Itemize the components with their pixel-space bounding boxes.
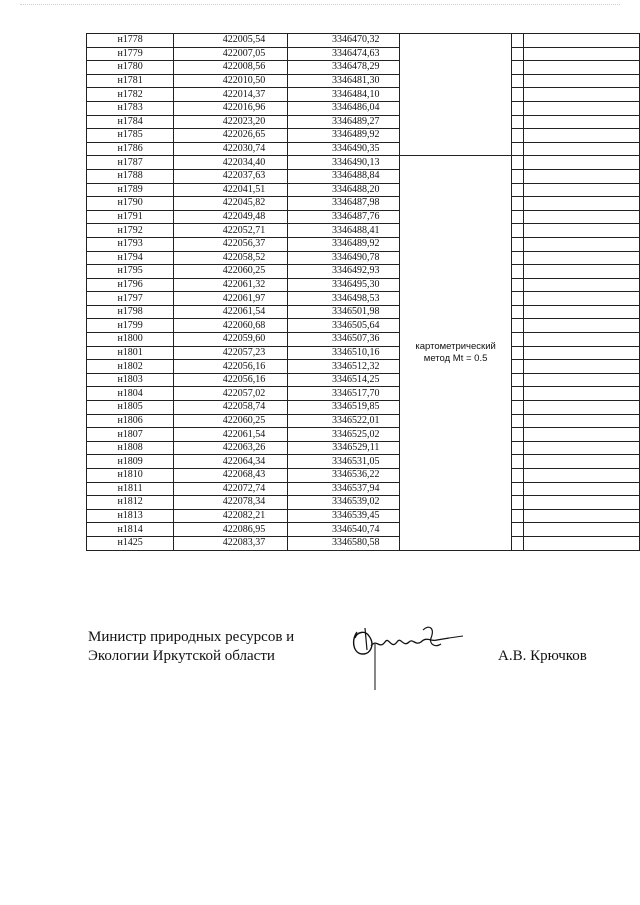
point-name-cell: н1813 — [87, 509, 174, 523]
y-coordinate-cell: 3346487,76 — [288, 210, 400, 224]
x-coordinate-cell: 422057,02 — [174, 387, 288, 401]
point-name-cell: н1783 — [87, 101, 174, 115]
y-coordinate-cell: 3346540,74 — [288, 523, 400, 537]
empty-cell — [524, 278, 640, 292]
y-coordinate-cell: 3346474,63 — [288, 47, 400, 61]
x-coordinate-cell: 422058,74 — [174, 401, 288, 415]
table-row — [87, 441, 640, 455]
method-cell-empty — [400, 34, 511, 156]
table-row — [87, 129, 640, 143]
x-coordinate-cell: 422082,21 — [174, 509, 288, 523]
y-coordinate-cell: 3346519,85 — [288, 401, 400, 415]
point-name-cell: н1801 — [87, 346, 174, 360]
point-name-cell: н1808 — [87, 441, 174, 455]
empty-cell — [524, 210, 640, 224]
y-coordinate-cell: 3346488,41 — [288, 224, 400, 238]
y-coordinate-cell: 3346490,78 — [288, 251, 400, 265]
point-name-cell: н1803 — [87, 373, 174, 387]
blank-cell — [511, 129, 524, 143]
y-coordinate-cell: 3346489,27 — [288, 115, 400, 129]
empty-cell — [524, 387, 640, 401]
empty-cell — [524, 333, 640, 347]
empty-cell — [524, 536, 640, 550]
blank-cell — [511, 414, 524, 428]
point-name-cell: н1799 — [87, 319, 174, 333]
x-coordinate-cell: 422008,56 — [174, 61, 288, 75]
table-row — [87, 509, 640, 523]
signer-position — [88, 628, 294, 666]
point-name-cell: н1798 — [87, 305, 174, 319]
x-coordinate-cell: 422056,16 — [174, 373, 288, 387]
y-coordinate-cell: 3346501,98 — [288, 305, 400, 319]
blank-cell — [511, 74, 524, 88]
table-row — [87, 237, 640, 251]
x-coordinate-cell: 422061,32 — [174, 278, 288, 292]
blank-cell — [511, 142, 524, 156]
x-coordinate-cell: 422026,65 — [174, 129, 288, 143]
table-row — [87, 169, 640, 183]
coordinates-table-body — [87, 34, 640, 551]
point-name-cell: н1787 — [87, 156, 174, 170]
empty-cell — [524, 509, 640, 523]
x-coordinate-cell: 422086,95 — [174, 523, 288, 537]
y-coordinate-cell: 3346484,10 — [288, 88, 400, 102]
point-name-cell: н1812 — [87, 496, 174, 510]
y-coordinate-cell: 3346580,58 — [288, 536, 400, 550]
blank-cell — [511, 333, 524, 347]
y-coordinate-cell: 3346489,92 — [288, 237, 400, 251]
empty-cell — [524, 428, 640, 442]
blank-cell — [511, 346, 524, 360]
empty-cell — [524, 401, 640, 415]
table-row — [87, 251, 640, 265]
y-coordinate-cell: 3346536,22 — [288, 469, 400, 483]
blank-cell — [511, 387, 524, 401]
x-coordinate-cell: 422078,34 — [174, 496, 288, 510]
y-coordinate-cell: 3346525,02 — [288, 428, 400, 442]
coordinates-table — [86, 33, 640, 551]
point-name-cell: н1804 — [87, 387, 174, 401]
empty-cell — [524, 156, 640, 170]
method-line-2: метод Mt = 0.5 — [423, 352, 488, 364]
empty-cell — [524, 496, 640, 510]
x-coordinate-cell: 422058,52 — [174, 251, 288, 265]
y-coordinate-cell: 3346517,70 — [288, 387, 400, 401]
table-row — [87, 536, 640, 550]
empty-cell — [524, 142, 640, 156]
empty-cell — [524, 346, 640, 360]
x-coordinate-cell: 422023,20 — [174, 115, 288, 129]
y-coordinate-cell: 3346510,16 — [288, 346, 400, 360]
signer-position-line-1: Министр природных ресурсов и — [88, 629, 295, 645]
y-coordinate-cell: 3346489,92 — [288, 129, 400, 143]
table-row — [87, 142, 640, 156]
blank-cell — [511, 169, 524, 183]
empty-cell — [524, 115, 640, 129]
empty-cell — [524, 319, 640, 333]
point-name-cell: н1800 — [87, 333, 174, 347]
empty-cell — [524, 469, 640, 483]
x-coordinate-cell: 422060,25 — [174, 414, 288, 428]
table-row — [87, 401, 640, 415]
y-coordinate-cell: 3346529,11 — [288, 441, 400, 455]
blank-cell — [511, 373, 524, 387]
blank-cell — [511, 441, 524, 455]
y-coordinate-cell: 3346488,20 — [288, 183, 400, 197]
x-coordinate-cell: 422030,74 — [174, 142, 288, 156]
handwritten-signature — [345, 620, 465, 692]
y-coordinate-cell: 3346531,05 — [288, 455, 400, 469]
blank-cell — [511, 482, 524, 496]
table-row — [87, 469, 640, 483]
table-row — [87, 115, 640, 129]
x-coordinate-cell: 422014,37 — [174, 88, 288, 102]
y-coordinate-cell: 3346487,98 — [288, 197, 400, 211]
y-coordinate-cell: 3346495,30 — [288, 278, 400, 292]
point-name-cell: н1425 — [87, 536, 174, 550]
scan-edge-noise — [20, 4, 620, 9]
point-name-cell: н1810 — [87, 469, 174, 483]
table-row — [87, 61, 640, 75]
table-row — [87, 333, 640, 347]
point-name-cell: н1794 — [87, 251, 174, 265]
y-coordinate-cell: 3346522,01 — [288, 414, 400, 428]
point-name-cell: н1802 — [87, 360, 174, 374]
blank-cell — [511, 523, 524, 537]
empty-cell — [524, 237, 640, 251]
point-name-cell: н1778 — [87, 34, 174, 48]
point-name-cell: н1793 — [87, 237, 174, 251]
y-coordinate-cell: 3346505,64 — [288, 319, 400, 333]
table-row — [87, 101, 640, 115]
table-row — [87, 197, 640, 211]
table-row — [87, 278, 640, 292]
y-coordinate-cell: 3346492,93 — [288, 265, 400, 279]
point-name-cell: н1779 — [87, 47, 174, 61]
blank-cell — [511, 360, 524, 374]
empty-cell — [524, 101, 640, 115]
blank-cell — [511, 61, 524, 75]
table-row — [87, 265, 640, 279]
x-coordinate-cell: 422045,82 — [174, 197, 288, 211]
empty-cell — [524, 523, 640, 537]
point-name-cell: н1805 — [87, 401, 174, 415]
x-coordinate-cell: 422052,71 — [174, 224, 288, 238]
blank-cell — [511, 197, 524, 211]
table-row — [87, 455, 640, 469]
x-coordinate-cell: 422037,63 — [174, 169, 288, 183]
signer-name: А.В. Крючков — [498, 648, 587, 664]
signer-position-line-2: Экологии Иркутской области — [88, 648, 275, 664]
empty-cell — [524, 197, 640, 211]
empty-cell — [524, 251, 640, 265]
x-coordinate-cell: 422016,96 — [174, 101, 288, 115]
y-coordinate-cell: 3346478,29 — [288, 61, 400, 75]
blank-cell — [511, 536, 524, 550]
x-coordinate-cell: 422034,40 — [174, 156, 288, 170]
x-coordinate-cell: 422005,54 — [174, 34, 288, 48]
empty-cell — [524, 88, 640, 102]
point-name-cell: н1792 — [87, 224, 174, 238]
empty-cell — [524, 373, 640, 387]
table-row — [87, 319, 640, 333]
table-row — [87, 428, 640, 442]
x-coordinate-cell: 422068,43 — [174, 469, 288, 483]
table-row — [87, 88, 640, 102]
blank-cell — [511, 34, 524, 48]
point-name-cell: н1797 — [87, 292, 174, 306]
table-row — [87, 496, 640, 510]
point-name-cell: н1806 — [87, 414, 174, 428]
empty-cell — [524, 292, 640, 306]
x-coordinate-cell: 422007,05 — [174, 47, 288, 61]
blank-cell — [511, 183, 524, 197]
blank-cell — [511, 496, 524, 510]
table-row — [87, 373, 640, 387]
blank-cell — [511, 305, 524, 319]
table-row — [87, 156, 640, 170]
blank-cell — [511, 319, 524, 333]
point-name-cell: н1786 — [87, 142, 174, 156]
x-coordinate-cell: 422059,60 — [174, 333, 288, 347]
empty-cell — [524, 34, 640, 48]
table-row — [87, 305, 640, 319]
point-name-cell: н1785 — [87, 129, 174, 143]
x-coordinate-cell: 422057,23 — [174, 346, 288, 360]
y-coordinate-cell: 3346490,13 — [288, 156, 400, 170]
y-coordinate-cell: 3346498,53 — [288, 292, 400, 306]
table-row — [87, 482, 640, 496]
blank-cell — [511, 101, 524, 115]
point-name-cell: н1790 — [87, 197, 174, 211]
y-coordinate-cell: 3346539,45 — [288, 509, 400, 523]
point-name-cell: н1811 — [87, 482, 174, 496]
x-coordinate-cell: 422061,97 — [174, 292, 288, 306]
empty-cell — [524, 265, 640, 279]
blank-cell — [511, 455, 524, 469]
x-coordinate-cell: 422064,34 — [174, 455, 288, 469]
x-coordinate-cell: 422060,68 — [174, 319, 288, 333]
blank-cell — [511, 47, 524, 61]
blank-cell — [511, 156, 524, 170]
y-coordinate-cell: 3346514,25 — [288, 373, 400, 387]
x-coordinate-cell: 422061,54 — [174, 428, 288, 442]
table-row — [87, 183, 640, 197]
y-coordinate-cell: 3346470,32 — [288, 34, 400, 48]
x-coordinate-cell: 422083,37 — [174, 536, 288, 550]
empty-cell — [524, 224, 640, 238]
point-name-cell: н1782 — [87, 88, 174, 102]
table-row — [87, 360, 640, 374]
point-name-cell: н1781 — [87, 74, 174, 88]
y-coordinate-cell: 3346539,02 — [288, 496, 400, 510]
blank-cell — [511, 278, 524, 292]
table-row — [87, 387, 640, 401]
blank-cell — [511, 210, 524, 224]
point-name-cell: н1780 — [87, 61, 174, 75]
empty-cell — [524, 360, 640, 374]
blank-cell — [511, 224, 524, 238]
empty-cell — [524, 455, 640, 469]
x-coordinate-cell: 422010,50 — [174, 74, 288, 88]
point-name-cell: н1796 — [87, 278, 174, 292]
x-coordinate-cell: 422056,37 — [174, 237, 288, 251]
table-row — [87, 34, 640, 48]
point-name-cell: н1791 — [87, 210, 174, 224]
empty-cell — [524, 482, 640, 496]
x-coordinate-cell: 422041,51 — [174, 183, 288, 197]
method-cell — [400, 156, 511, 550]
point-name-cell: н1809 — [87, 455, 174, 469]
blank-cell — [511, 401, 524, 415]
empty-cell — [524, 183, 640, 197]
empty-cell — [524, 441, 640, 455]
point-name-cell: н1789 — [87, 183, 174, 197]
y-coordinate-cell: 3346507,36 — [288, 333, 400, 347]
x-coordinate-cell: 422072,74 — [174, 482, 288, 496]
blank-cell — [511, 237, 524, 251]
empty-cell — [524, 129, 640, 143]
point-name-cell: н1788 — [87, 169, 174, 183]
method-line-1: картометрический — [415, 340, 496, 352]
table-row — [87, 224, 640, 238]
empty-cell — [524, 74, 640, 88]
table-row — [87, 523, 640, 537]
y-coordinate-cell: 3346481,30 — [288, 74, 400, 88]
blank-cell — [511, 251, 524, 265]
blank-cell — [511, 469, 524, 483]
blank-cell — [511, 292, 524, 306]
y-coordinate-cell: 3346486,04 — [288, 101, 400, 115]
point-name-cell: н1807 — [87, 428, 174, 442]
empty-cell — [524, 47, 640, 61]
x-coordinate-cell: 422049,48 — [174, 210, 288, 224]
blank-cell — [511, 115, 524, 129]
table-row — [87, 292, 640, 306]
point-name-cell: н1795 — [87, 265, 174, 279]
blank-cell — [511, 428, 524, 442]
x-coordinate-cell: 422063,26 — [174, 441, 288, 455]
empty-cell — [524, 169, 640, 183]
table-row — [87, 210, 640, 224]
point-name-cell: н1784 — [87, 115, 174, 129]
x-coordinate-cell: 422061,54 — [174, 305, 288, 319]
y-coordinate-cell: 3346537,94 — [288, 482, 400, 496]
empty-cell — [524, 414, 640, 428]
y-coordinate-cell: 3346490,35 — [288, 142, 400, 156]
empty-cell — [524, 305, 640, 319]
x-coordinate-cell: 422056,16 — [174, 360, 288, 374]
empty-cell — [524, 61, 640, 75]
table-row — [87, 47, 640, 61]
blank-cell — [511, 509, 524, 523]
table-row — [87, 74, 640, 88]
point-name-cell: н1814 — [87, 523, 174, 537]
y-coordinate-cell: 3346488,84 — [288, 169, 400, 183]
x-coordinate-cell: 422060,25 — [174, 265, 288, 279]
table-row — [87, 414, 640, 428]
table-row — [87, 346, 640, 360]
blank-cell — [511, 265, 524, 279]
y-coordinate-cell: 3346512,32 — [288, 360, 400, 374]
blank-cell — [511, 88, 524, 102]
